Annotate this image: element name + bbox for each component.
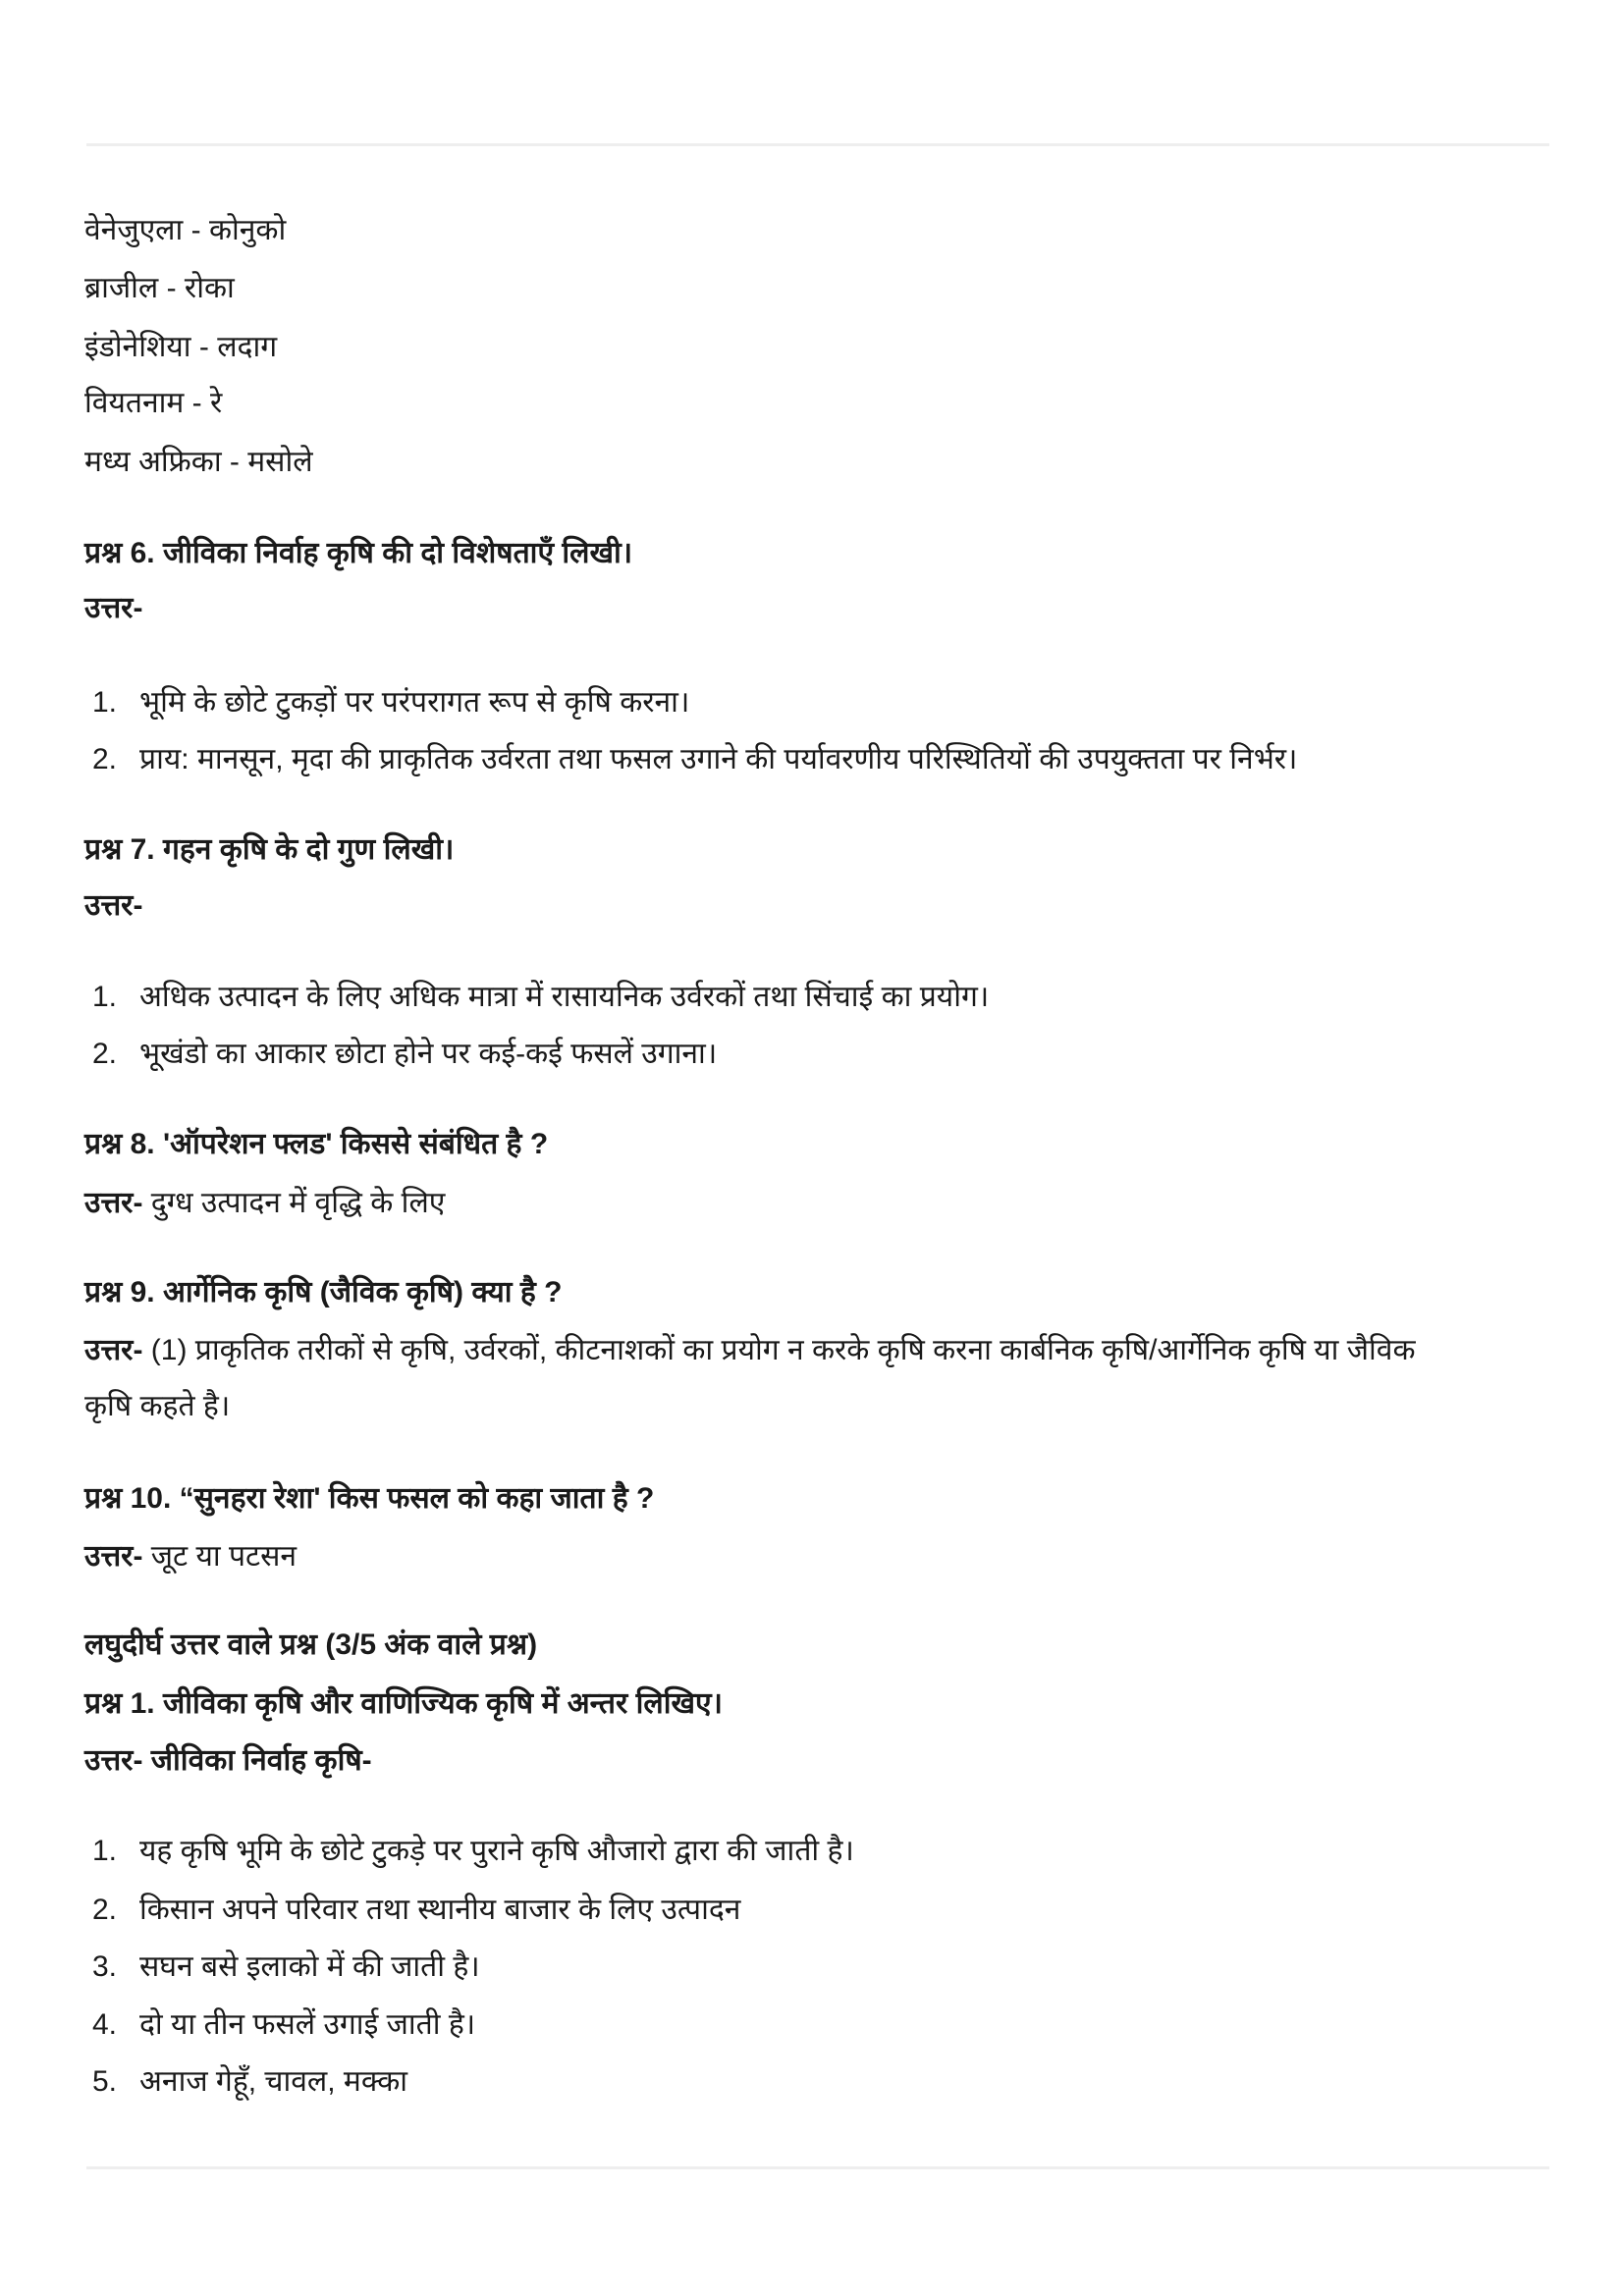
list-item: भूखंडो का आकार छोटा होने पर कई-कई फसलें उगाना।	[139, 1038, 718, 1070]
list-number: 1.	[92, 1835, 118, 1867]
answer-label: उत्तर-	[84, 1334, 143, 1366]
list-item: अधिक उत्पादन के लिए अधिक मात्रा में रासायनिक उर्वरकों तथा सिंचाई का प्रयोग।	[139, 981, 990, 1013]
answer-text-continued: कृषि कहते है।	[84, 1390, 231, 1422]
answer-label: उत्तर-	[84, 1187, 143, 1219]
list-item: प्राय: मानसून, मृदा की प्राकृतिक उर्वरता तथा फसल उगाने की पर्यावरणीय परिस्थितियों की उपयुक्तता पर निर्भर।	[139, 743, 1298, 775]
list-item: सघन बसे इलाको में की जाती है।	[139, 1950, 480, 1983]
list-item: दो या तीन फसलें उगाई जाती है।	[139, 2008, 476, 2041]
list-number: 4.	[92, 2008, 118, 2041]
section-question-1: प्रश्न 1. जीविका कृषि और वाणिज्यिक कृषि में अन्तर लिखिए।	[84, 1687, 723, 1720]
list-item: किसान अपने परिवार तथा स्थानीय बाजार के लिए उत्पादन	[139, 1894, 741, 1926]
list-number: 1.	[92, 686, 118, 719]
answer-label: उत्तर-	[84, 1540, 143, 1573]
top-divider	[86, 143, 1549, 146]
answer-8	[84, 1182, 445, 1225]
bottom-divider	[86, 2166, 1549, 2169]
list-number: 2.	[92, 1894, 118, 1926]
question-8: प्रश्न 8. 'ऑपरेशन फ्लड' किससे संबंधित है ?	[84, 1128, 549, 1160]
pair-line: वियतनाम - रे	[84, 387, 223, 419]
list-item: यह कृषि भूमि के छोटे टुकड़े पर पुराने कृषि औजारो द्वारा की जाती है।	[139, 1835, 854, 1867]
pair-line: वेनेजुएला - कोनुको	[84, 214, 287, 246]
question-9: प्रश्न 9. आर्गेनिक कृषि (जैविक कृषि) क्या है ?	[84, 1276, 563, 1308]
list-number: 3.	[92, 1950, 118, 1983]
list-number: 5.	[92, 2065, 118, 2098]
section-heading: लघुदीर्घ उत्तर वाले प्रश्न (3/5 अंक वाले प्रश्न)	[84, 1629, 538, 1661]
answer-text: दुग्ध उत्पादन में वृद्धि के लिए	[142, 1187, 446, 1219]
list-item: भूमि के छोटे टुकड़ों पर परंपरागत रूप से कृषि करना।	[139, 686, 690, 719]
answer-text: (1) प्राकृतिक तरीकों से कृषि, उर्वरकों, कीटनाशकों का प्रयोग न करके कृषि करना कार्बनिक कृषि/आर्गेनिक कृषि या जैविक	[142, 1334, 1416, 1366]
answer-label: उत्तर-	[84, 592, 143, 624]
pair-line: इंडोनेशिया - लदाग	[84, 331, 278, 363]
question-7: प्रश्न 7. गहन कृषि के दो गुण लिखी।	[84, 833, 455, 866]
pair-line: ब्राजील - रोका	[84, 272, 235, 304]
question-6: प्रश्न 6. जीविका निर्वाह कृषि की दो विशेषताएँ लिखी।	[84, 537, 633, 569]
list-item: अनाज गेहूँ, चावल, मक्का	[139, 2065, 408, 2098]
answer-label: उत्तर-	[84, 889, 143, 922]
answer-heading: उत्तर- जीविका निर्वाह कृषि-	[84, 1744, 372, 1777]
list-number: 2.	[92, 1038, 118, 1070]
list-number: 2.	[92, 743, 118, 775]
answer-9	[84, 1329, 1416, 1372]
answer-text: जूट या पटसन	[142, 1540, 298, 1573]
answer-10	[84, 1535, 297, 1578]
question-10: प्रश्न 10. “सुनहरा रेशा' किस फसल को कहा जाता है ?	[84, 1482, 655, 1515]
list-number: 1.	[92, 981, 118, 1013]
pair-line: मध्य अफ्रिका - मसोले	[84, 446, 313, 478]
